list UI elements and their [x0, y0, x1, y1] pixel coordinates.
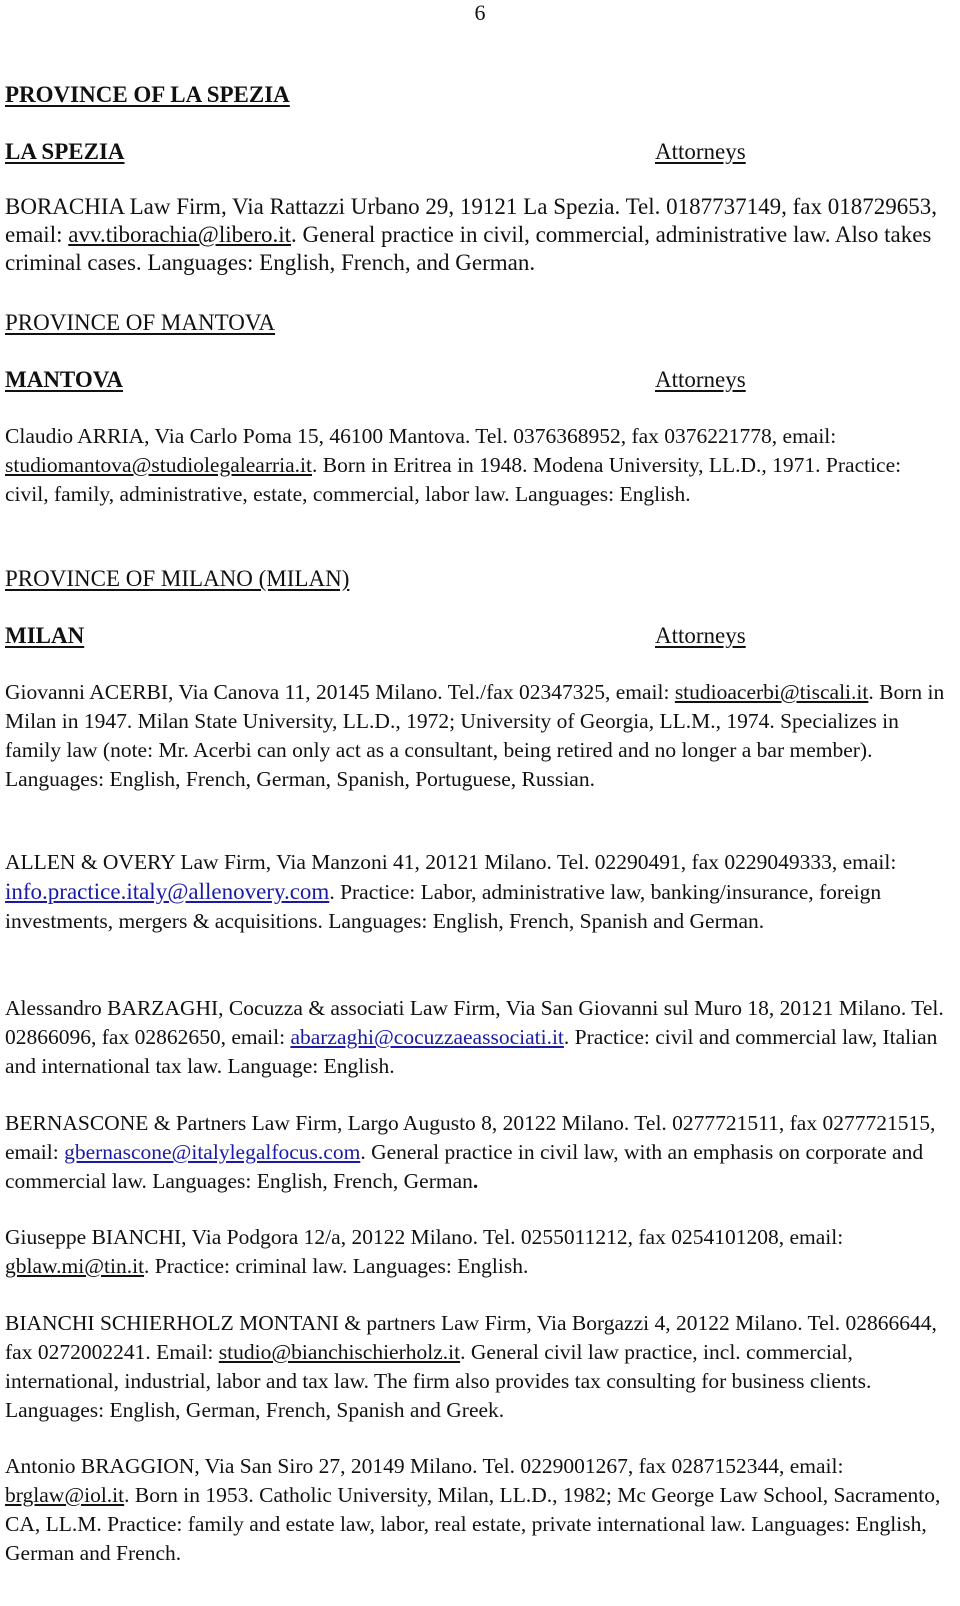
entry-arria: Claudio ARRIA, Via Carlo Poma 15, 46100 Mantova. Tel. 0376368952, fax 0376221778, email: studiomantova@studiolegalearria.it. Born in Eritrea in 1948. Modena University, LL.D., 1971. Practice: civil, family, administrative, estate, commercial, labor law. Languages: English. [5, 424, 902, 506]
entry-bianchi: Giuseppe BIANCHI, Via Podgora 12/a, 20122 Milano. Tel. 0255011212, fax 0254101208, email: gblaw.mi@tin.it. Practice: criminal law. Languages: English. [5, 1225, 844, 1278]
entry-bianchi-schierholz: BIANCHI SCHIERHOLZ MONTANI & partners Law Firm, Via Borgazzi 4, 20122 Milano. Tel. 02866644, fax 0272002241. Email: studio@bianchischierholz.it. General civil law practice, incl. commercial, international, industrial, labor and tax law. The firm also provides tax consulting for business clients. Languages: English, German, French, Spanish and Greek. [5, 1311, 937, 1422]
entry-acerbi: Giovanni ACERBI, Via Canova 11, 20145 Milano. Tel./fax 02347325, email: studioacerbi@tiscali.it. Born in Milan in 1947. Milan State University, LL.D., 1972; University of Georgia, LL.M., 1974. Specializes in family law (note: Mr. Acerbi can only act as a consultant, being retired and no longer a bar member). Languages: English, French, German, Spanish, Portuguese, Russian. [5, 680, 945, 791]
province-heading-la-spezia: PROVINCE OF LA SPEZIA [5, 82, 290, 107]
email-link[interactable]: studiomantova@studiolegalearria.it [5, 453, 312, 477]
entry-barzaghi: Alessandro BARZAGHI, Cocuzza & associati Law Firm, Via San Giovanni sul Muro 18, 20121 Milano. Tel. 02866096, fax 02862650, email: abarzaghi@cocuzzaeassociati.it. Practice: civil and commercial law, Italian and international tax law. Language: English. [5, 996, 944, 1078]
city-heading-mantova: MANTOVA [5, 367, 123, 392]
page-number: 6 [474, 0, 486, 25]
email-link[interactable]: abarzaghi@cocuzzaeassociati.it [290, 1025, 564, 1049]
province-heading-mantova: PROVINCE OF MANTOVA [5, 310, 276, 335]
attorneys-label: Attorneys [655, 139, 746, 164]
email-link[interactable]: brglaw@iol.it [5, 1483, 125, 1507]
attorneys-label: Attorneys [655, 367, 746, 392]
city-heading-la-spezia: LA SPEZIA [5, 139, 125, 164]
attorneys-label: Attorneys [655, 623, 746, 648]
email-link[interactable]: studioacerbi@tiscali.it [674, 680, 869, 704]
entry-bernascone: BERNASCONE & Partners Law Firm, Largo Augusto 8, 20122 Milano. Tel. 0277721511, fax 0277721515, email: gbernascone@italylegalfocus.com. General practice in civil law, with an emphasis on corporate and commercial law. Languages: English, French, German. [5, 1111, 936, 1193]
entry-allen-overy: ALLEN & OVERY Law Firm, Via Manzoni 41, 20121 Milano. Tel. 02290491, fax 0229049333, email: info.practice.italy@allenovery.com. Practice: Labor, administrative law, banking/insurance, foreign investments, mergers & acquisitions. Languages: English, French, Spanish and German. [5, 850, 897, 933]
email-link[interactable]: info.practice.italy@allenovery.com [5, 879, 330, 904]
entry-braggion: Antonio BRAGGION, Via San Siro 27, 20149 Milano. Tel. 0229001267, fax 0287152344, email: brglaw@iol.it. Born in 1953. Catholic University, Milan, LL.D., 1982; Mc George Law School, Sacramento, CA, LL.M. Practice: family and estate law, labor, real estate, private international law. Languages: English, German and French. [5, 1454, 941, 1565]
email-link[interactable]: avv.tiborachia@libero.it [68, 222, 292, 247]
entry-borachia: BORACHIA Law Firm, Via Rattazzi Urbano 29, 19121 La Spezia. Tel. 0187737149, fax 018729653, email: avv.tiborachia@libero.it. General practice in civil, commercial, administrative law. Also takes criminal cases. Languages: English, French, and German. [5, 194, 937, 275]
email-link[interactable]: gbernascone@italylegalfocus.com [64, 1140, 361, 1164]
email-link[interactable]: studio@bianchischierholz.it [218, 1340, 461, 1364]
city-row-mantova [5, 365, 905, 395]
city-row-la-spezia [5, 137, 905, 167]
email-link[interactable]: gblaw.mi@tin.it [5, 1254, 145, 1278]
city-heading-milan: MILAN [5, 623, 85, 648]
city-row-milan [5, 621, 905, 651]
province-heading-milano: PROVINCE OF MILANO (MILAN) [5, 566, 350, 591]
